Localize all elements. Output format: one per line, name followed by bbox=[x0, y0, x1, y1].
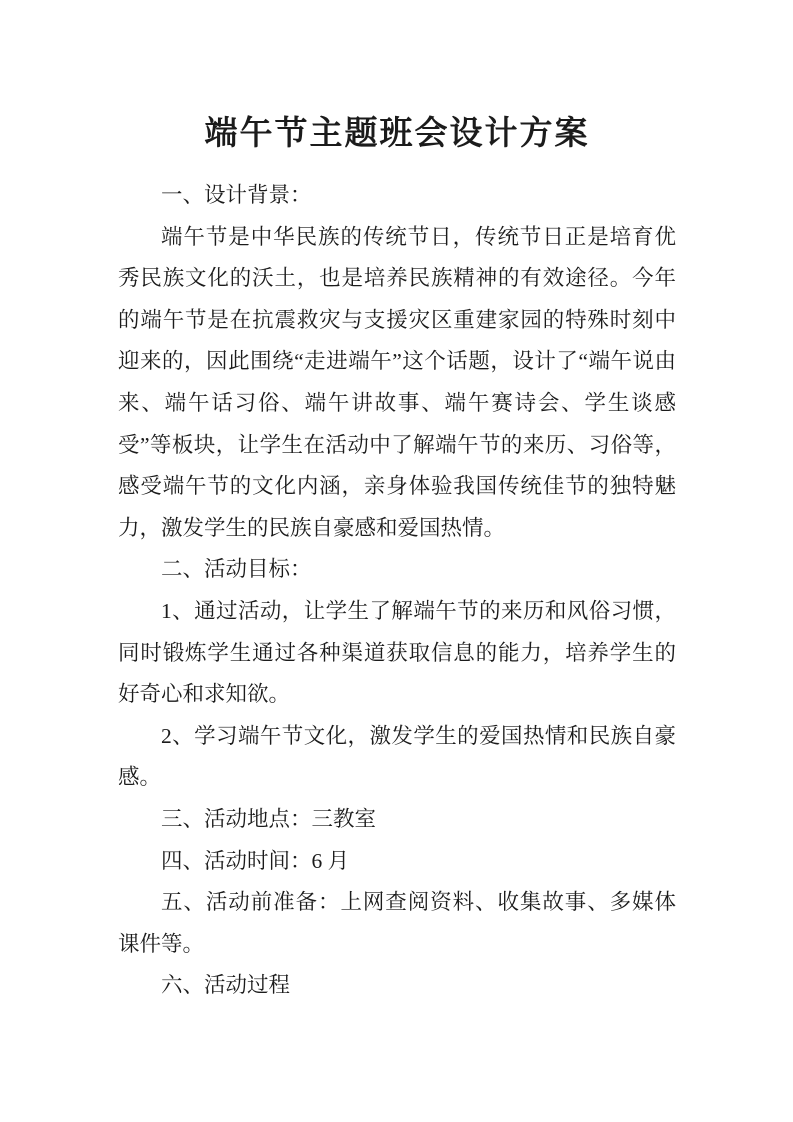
document-content bbox=[118, 0, 676, 1007]
para-goal-2: 2、学习端午节文化，激发学生的爱国热情和民族自豪感。 bbox=[118, 723, 676, 790]
heading-design-background: 一、设计背景： bbox=[161, 183, 312, 207]
document-title: 端午节主题班会设计方案 bbox=[204, 116, 590, 152]
para-activity-time: 四、活动时间：6 月 bbox=[161, 848, 350, 873]
heading-activity-process: 六、活动过程 bbox=[161, 973, 291, 998]
document-body bbox=[118, 175, 676, 1007]
para-activity-location: 三、活动地点：三教室 bbox=[161, 806, 377, 831]
para-design-background-body: 端午节是中华民族的传统节日，传统节日正是培育优秀民族文化的沃土，也是培养民族精神的有效途径。今年的端午节是在抗震救灾与支援灾区重建家园的特殊时刻中迎来的，因此围绕“走进端午”这个话题，设计了“端午说由来、端午话习俗、端午讲故事、端午赛诗会、学生谈感受”等板块，让学生在活动中了解端午节的来历、习俗等，感受端午节的文化内涵，亲身体验我国传统佳节的独特魅力，激发学生的民族自豪感和爱国热情。 bbox=[118, 224, 676, 540]
para-goal-1: 1、通过活动，让学生了解端午节的来历和风俗习惯，同时锻炼学生通过各种渠道获取信息的能力，培养学生的好奇心和求知欲。 bbox=[118, 598, 676, 707]
para-activity-preparation: 五、活动前准备：上网查阅资料、收集故事、多媒体课件等。 bbox=[118, 890, 676, 956]
heading-activity-goals: 二、活动目标： bbox=[161, 557, 312, 582]
